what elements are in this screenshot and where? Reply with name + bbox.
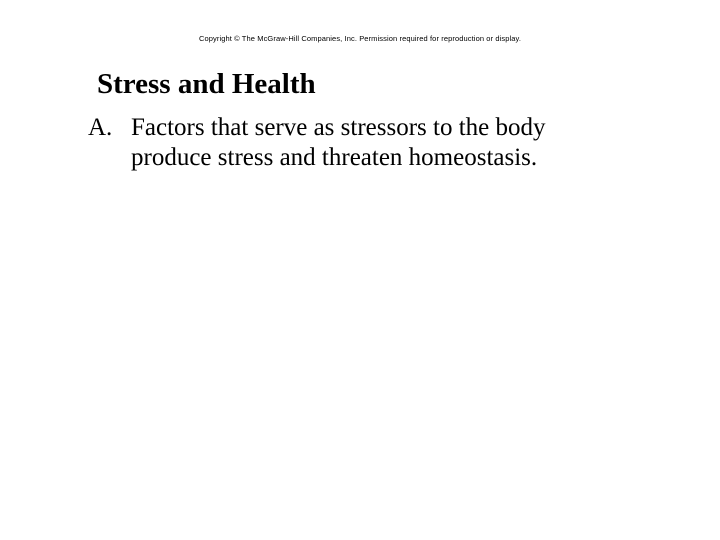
slide-title: Stress and Health [97, 68, 316, 100]
outline-marker: A. [88, 114, 113, 141]
outline-point-a [88, 113, 688, 173]
outline-point-line: Factors that serve as stressors to the body [131, 114, 546, 141]
copyright-notice: Copyright © The McGraw-Hill Companies, Inc. Permission required for reproduction or display. [198, 34, 522, 43]
outline-point-text [131, 113, 688, 173]
outline-point-line: produce stress and threaten homeostasis. [131, 144, 538, 171]
